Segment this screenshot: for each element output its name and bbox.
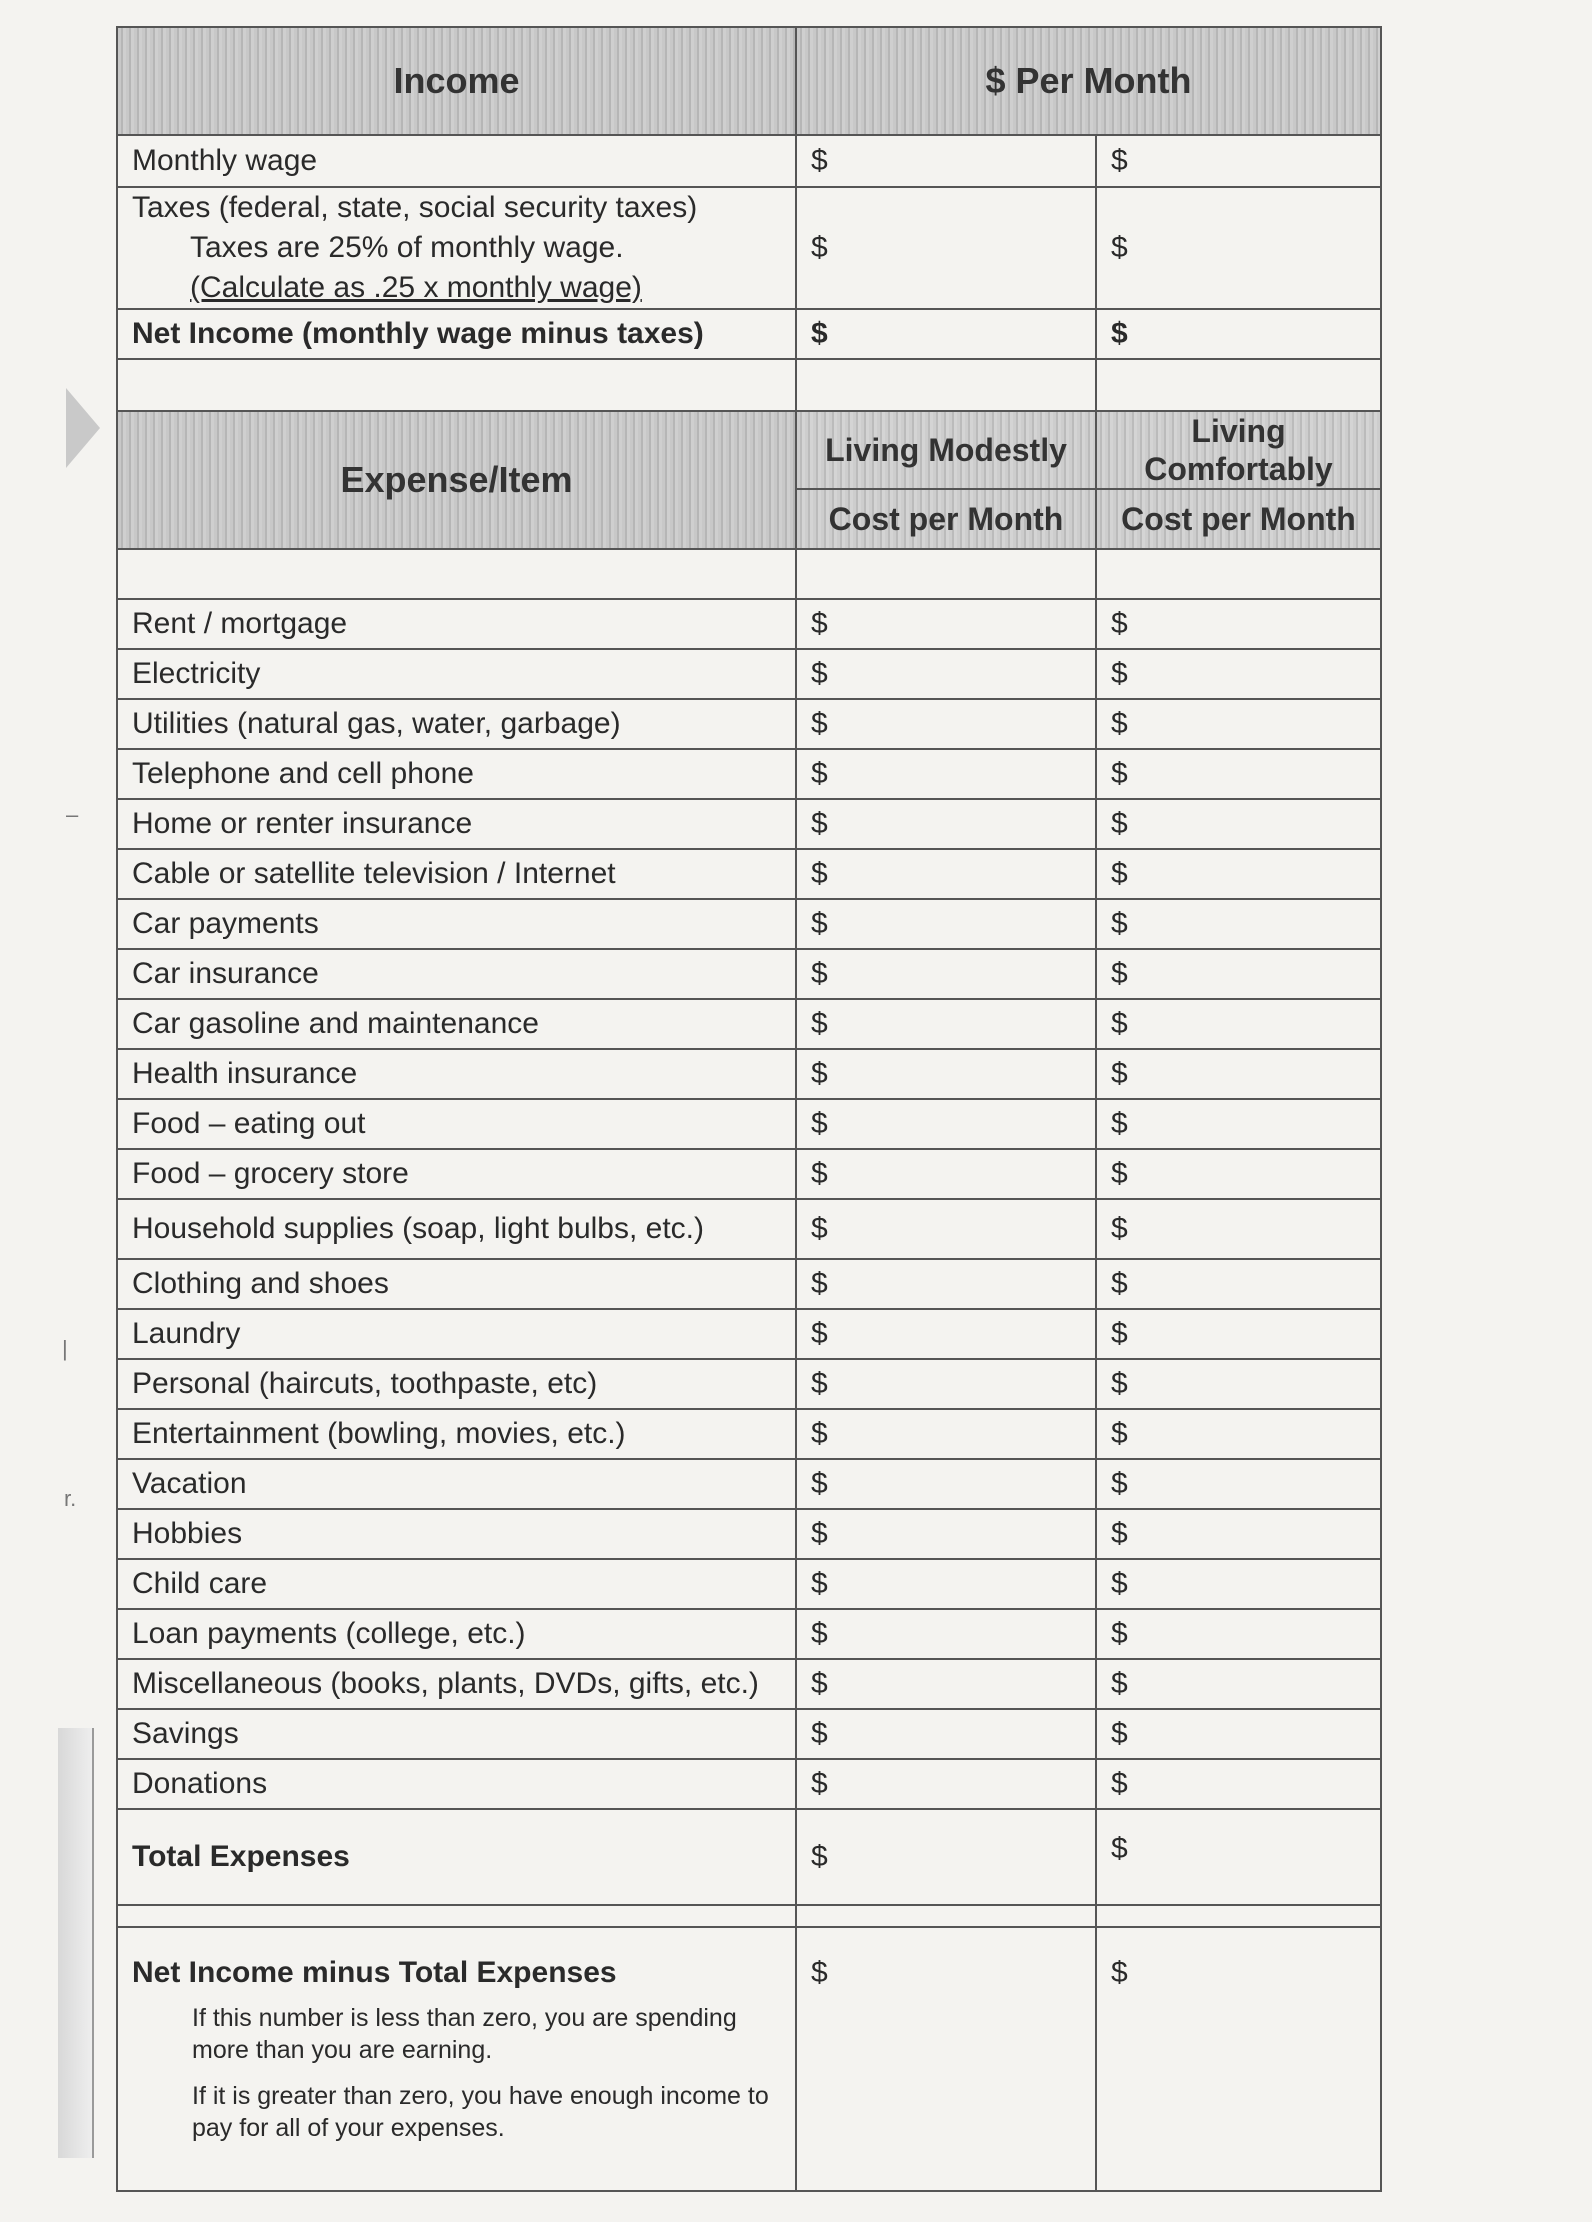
row-label: Entertainment (bowling, movies, etc.) <box>117 1409 796 1459</box>
table-row <box>117 1559 1381 1609</box>
table-row <box>117 1609 1381 1659</box>
row-label: Health insurance <box>117 1049 796 1099</box>
spacer-row <box>117 359 1381 411</box>
row-label: Car insurance <box>117 949 796 999</box>
row-label: Clothing and shoes <box>117 1259 796 1309</box>
amount-cell[interactable]: $ <box>796 1559 1096 1609</box>
row-label: Utilities (natural gas, water, garbage) <box>117 699 796 749</box>
table-row <box>117 1149 1381 1199</box>
net-result-row <box>117 1927 1381 2191</box>
amount-cell[interactable]: $ <box>796 1359 1096 1409</box>
amount-cell[interactable]: $ <box>796 1759 1096 1809</box>
amount-cell[interactable]: $ <box>1096 1927 1381 2191</box>
amount-cell[interactable]: $ <box>796 899 1096 949</box>
modest-subheader: Cost per Month <box>796 489 1096 549</box>
amount-cell[interactable]: $ <box>1096 135 1381 187</box>
amount-cell[interactable]: $ <box>796 599 1096 649</box>
amount-cell[interactable]: $ <box>1096 649 1381 699</box>
income-header: Income <box>117 27 796 135</box>
amount-cell[interactable]: $ <box>1096 309 1381 359</box>
amount-cell[interactable]: $ <box>1096 1149 1381 1199</box>
row-label: Vacation <box>117 1459 796 1509</box>
total-expenses-label: Total Expenses <box>117 1809 796 1905</box>
amount-cell[interactable]: $ <box>1096 1359 1381 1409</box>
amount-cell[interactable]: $ <box>1096 699 1381 749</box>
amount-cell[interactable]: $ <box>796 187 1096 309</box>
total-expenses-row <box>117 1809 1381 1905</box>
table-row <box>117 799 1381 849</box>
amount-cell[interactable]: $ <box>796 1809 1096 1905</box>
amount-cell[interactable]: $ <box>796 1409 1096 1459</box>
row-label: Rent / mortgage <box>117 599 796 649</box>
table-row <box>117 999 1381 1049</box>
row-label: Taxes (federal, state, social security taxes) <box>132 191 698 224</box>
amount-cell[interactable]: $ <box>1096 1809 1381 1905</box>
modest-header: Living Modestly <box>796 411 1096 489</box>
row-label: Food – grocery store <box>117 1149 796 1199</box>
amount-cell[interactable]: $ <box>796 1659 1096 1709</box>
torn-edge <box>58 1728 94 2158</box>
expense-header: Expense/Item <box>117 411 796 549</box>
margin-mark: – <box>66 802 79 827</box>
table-row <box>117 135 1381 187</box>
amount-cell[interactable]: $ <box>796 1049 1096 1099</box>
table-row <box>117 849 1381 899</box>
table-row <box>117 1359 1381 1409</box>
amount-cell[interactable]: $ <box>796 949 1096 999</box>
amount-cell[interactable]: $ <box>796 1459 1096 1509</box>
table-row <box>117 1099 1381 1149</box>
row-label: Donations <box>117 1759 796 1809</box>
row-label: Telephone and cell phone <box>117 749 796 799</box>
net-result-label: Net Income minus Total Expenses <box>132 1956 617 1989</box>
income-table <box>116 26 1382 412</box>
row-note: Taxes are 25% of monthly wage. <box>190 231 624 264</box>
row-label: Household supplies (soap, light bulbs, etc.) <box>117 1199 796 1259</box>
row-note: (Calculate as .25 x monthly wage) <box>190 271 642 304</box>
net-result-cell <box>117 1927 796 2191</box>
amount-cell[interactable]: $ <box>1096 1199 1381 1259</box>
table-row <box>117 1709 1381 1759</box>
amount-cell[interactable]: $ <box>796 1927 1096 2191</box>
amount-cell[interactable]: $ <box>1096 999 1381 1049</box>
amount-cell[interactable]: $ <box>1096 1659 1381 1709</box>
table-row <box>117 187 1381 309</box>
amount-cell[interactable]: $ <box>1096 799 1381 849</box>
table-row <box>117 1459 1381 1509</box>
table-row <box>117 1509 1381 1559</box>
table-row <box>117 1199 1381 1259</box>
row-label: Cable or satellite television / Internet <box>117 849 796 899</box>
table-row <box>117 749 1381 799</box>
table-row <box>117 1309 1381 1359</box>
row-label: Loan payments (college, etc.) <box>117 1609 796 1659</box>
row-label: Car payments <box>117 899 796 949</box>
amount-cell[interactable]: $ <box>796 849 1096 899</box>
comfortable-subheader: Cost per Month <box>1096 489 1381 549</box>
row-label: Savings <box>117 1709 796 1759</box>
table-row <box>117 949 1381 999</box>
amount-cell[interactable]: $ <box>1096 849 1381 899</box>
amount-cell[interactable]: $ <box>1096 749 1381 799</box>
table-row <box>117 1049 1381 1099</box>
amount-cell[interactable]: $ <box>1096 1759 1381 1809</box>
row-label: Laundry <box>117 1309 796 1359</box>
amount-cell[interactable]: $ <box>796 1309 1096 1359</box>
amount-cell[interactable]: $ <box>796 135 1096 187</box>
margin-arrow-mark <box>66 388 100 468</box>
amount-cell[interactable]: $ <box>1096 1099 1381 1149</box>
margin-mark: | <box>62 1336 68 1361</box>
table-row <box>117 1409 1381 1459</box>
row-label: Miscellaneous (books, plants, DVDs, gifts, etc.) <box>117 1659 796 1709</box>
row-label: Electricity <box>117 649 796 699</box>
amount-cell[interactable]: $ <box>1096 1259 1381 1309</box>
row-label: Car gasoline and maintenance <box>117 999 796 1049</box>
expense-header-row <box>117 411 1381 489</box>
amount-cell[interactable]: $ <box>1096 1049 1381 1099</box>
amount-cell[interactable]: $ <box>1096 1559 1381 1609</box>
amount-cell[interactable]: $ <box>796 649 1096 699</box>
amount-cell[interactable]: $ <box>796 1509 1096 1559</box>
row-label: Child care <box>117 1559 796 1609</box>
row-label: Monthly wage <box>117 135 796 187</box>
table-row <box>117 309 1381 359</box>
amount-cell[interactable]: $ <box>796 1709 1096 1759</box>
table-row <box>117 649 1381 699</box>
net-note: If it is greater than zero, you have enough income to pay for all of your expenses. <box>192 2082 769 2142</box>
amount-cell[interactable]: $ <box>796 1099 1096 1149</box>
amount-cell[interactable]: $ <box>1096 1609 1381 1659</box>
expense-rows <box>117 599 1381 1809</box>
comfortable-header: Living Comfortably <box>1096 411 1381 489</box>
amount-cell[interactable]: $ <box>1096 1309 1381 1359</box>
table-row <box>117 1759 1381 1809</box>
amount-cell[interactable]: $ <box>1096 1509 1381 1559</box>
net-note: If this number is less than zero, you are spending more than you are earning. <box>192 2004 737 2064</box>
table-row <box>117 599 1381 649</box>
row-label: Net Income (monthly wage minus taxes) <box>117 309 796 359</box>
amount-cell[interactable]: $ <box>796 1149 1096 1199</box>
amount-cell[interactable]: $ <box>796 799 1096 849</box>
spacer-row <box>117 1905 1381 1927</box>
amount-cell[interactable]: $ <box>796 1609 1096 1659</box>
per-month-header: $ Per Month <box>796 27 1381 135</box>
table-row <box>117 699 1381 749</box>
row-label: Personal (haircuts, toothpaste, etc) <box>117 1359 796 1409</box>
amount-cell[interactable]: $ <box>1096 899 1381 949</box>
amount-cell[interactable]: $ <box>1096 1409 1381 1459</box>
table-row <box>117 899 1381 949</box>
row-label: Hobbies <box>117 1509 796 1559</box>
amount-cell[interactable]: $ <box>1096 1709 1381 1759</box>
amount-cell[interactable]: $ <box>1096 949 1381 999</box>
row-label: Home or renter insurance <box>117 799 796 849</box>
amount-cell[interactable]: $ <box>796 749 1096 799</box>
amount-cell[interactable]: $ <box>1096 1459 1381 1509</box>
amount-cell[interactable]: $ <box>796 999 1096 1049</box>
spacer-row <box>117 549 1381 599</box>
budget-worksheet <box>116 26 1380 2192</box>
income-header-row <box>117 27 1381 135</box>
table-row <box>117 1259 1381 1309</box>
amount-cell[interactable]: $ <box>796 699 1096 749</box>
margin-mark: r. <box>64 1486 77 1511</box>
amount-cell[interactable]: $ <box>1096 187 1381 309</box>
table-row <box>117 1659 1381 1709</box>
amount-cell[interactable]: $ <box>796 1199 1096 1259</box>
expense-table <box>116 410 1382 2192</box>
taxes-label-cell <box>117 187 796 309</box>
row-label: Food – eating out <box>117 1099 796 1149</box>
amount-cell[interactable]: $ <box>796 309 1096 359</box>
amount-cell[interactable]: $ <box>1096 599 1381 649</box>
amount-cell[interactable]: $ <box>796 1259 1096 1309</box>
